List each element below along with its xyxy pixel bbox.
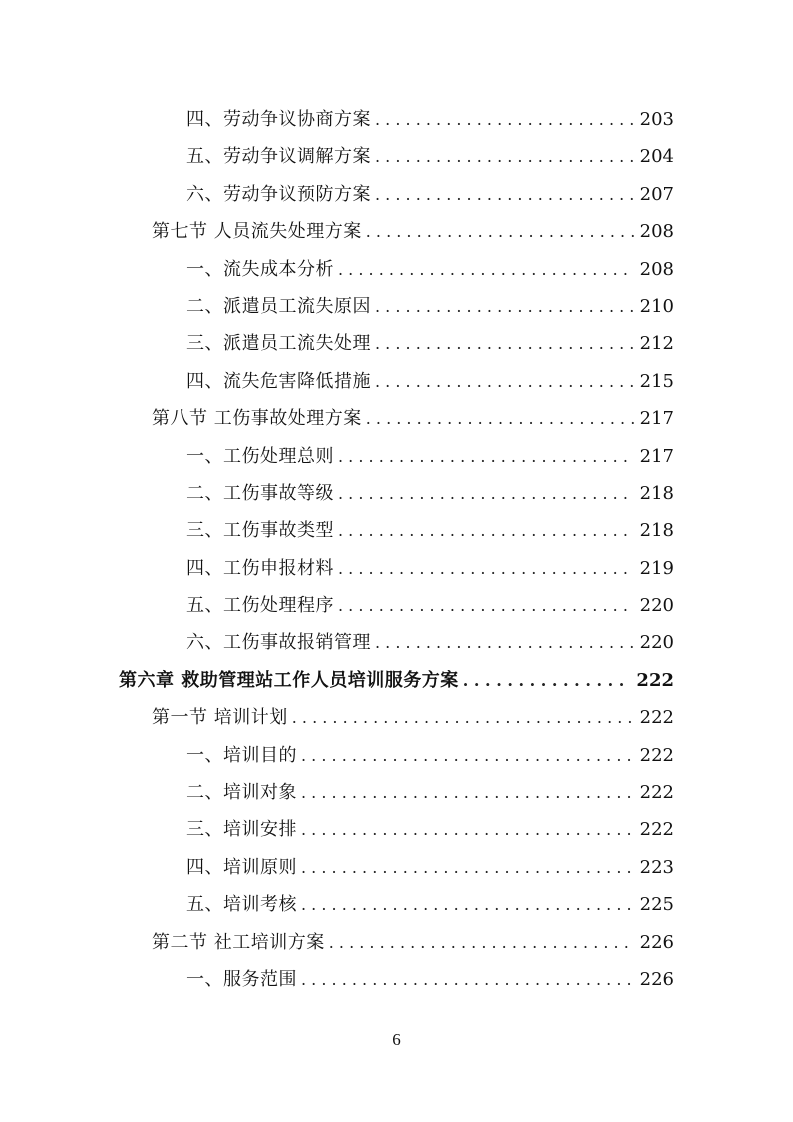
toc-entry-page: 217 <box>639 408 674 430</box>
toc-entry[interactable] <box>0 774 793 811</box>
toc-entry-page: 222 <box>639 819 674 841</box>
toc-entry-label: 一、工伤处理总则 <box>186 445 334 467</box>
toc-entry[interactable] <box>0 288 793 325</box>
toc-entry[interactable] <box>0 886 793 923</box>
toc-entry-label: 一、流失成本分析 <box>186 258 334 280</box>
toc-entry-page: 220 <box>639 595 674 617</box>
toc-leader-dots <box>301 811 634 848</box>
toc-leader-dots <box>338 438 634 475</box>
toc-entry[interactable] <box>0 550 793 587</box>
toc-entry[interactable] <box>0 363 793 400</box>
toc-leader-dots <box>375 138 634 175</box>
toc-entry-page: 222 <box>636 669 674 691</box>
toc-entry-page: 226 <box>639 968 674 990</box>
toc-leader-dots <box>375 363 634 400</box>
toc-entry-label: 一、培训目的 <box>186 744 297 766</box>
toc-entry-page: 222 <box>639 707 674 729</box>
toc-entry-page: 215 <box>639 370 674 392</box>
toc-entry-page: 225 <box>639 894 674 916</box>
toc-entry-label: 六、劳动争议预防方案 <box>186 183 371 205</box>
toc-leader-dots <box>329 924 634 961</box>
toc-entry[interactable] <box>0 438 793 475</box>
toc-entry-page: 226 <box>639 931 674 953</box>
toc-leader-dots <box>366 213 634 250</box>
toc-entry-page: 207 <box>639 183 674 205</box>
toc-leader-dots <box>292 699 634 736</box>
toc-entry-label: 二、派遣员工流失原因 <box>186 295 371 317</box>
toc-leader-dots <box>338 512 634 549</box>
toc-chapter-entry[interactable] <box>0 662 793 699</box>
toc-entry-label: 四、流失危害降低措施 <box>186 370 371 392</box>
toc-entry[interactable] <box>0 624 793 661</box>
toc-entry-label: 五、劳动争议调解方案 <box>186 146 371 168</box>
toc-entry-label: 三、培训安排 <box>186 819 297 841</box>
toc-leader-dots <box>338 475 634 512</box>
toc-entry[interactable] <box>0 512 793 549</box>
toc-entry-page: 222 <box>639 744 674 766</box>
toc-entry-page: 208 <box>639 258 674 280</box>
toc-entry[interactable] <box>0 176 793 213</box>
toc-leader-dots <box>338 587 634 624</box>
toc-entry[interactable] <box>0 325 793 362</box>
toc-entry-label: 三、派遣员工流失处理 <box>186 333 371 355</box>
toc-entry-label: 三、工伤事故类型 <box>186 520 334 542</box>
toc-entry-label: 二、工伤事故等级 <box>186 482 334 504</box>
toc-entry[interactable] <box>0 587 793 624</box>
toc-entry-label: 第二节 社工培训方案 <box>152 931 325 953</box>
toc-entry-page: 210 <box>639 295 674 317</box>
toc-section-entry[interactable] <box>0 699 793 736</box>
toc-entry-label: 四、劳动争议协商方案 <box>186 109 371 130</box>
toc-entry-label: 第八节 工伤事故处理方案 <box>152 408 362 430</box>
toc-section-entry[interactable] <box>0 400 793 437</box>
toc-leader-dots <box>366 400 634 437</box>
toc-entry-page: 208 <box>639 221 674 243</box>
toc-entry-page: 220 <box>639 632 674 654</box>
toc-entry-label: 五、培训考核 <box>186 894 297 916</box>
toc-entry[interactable] <box>0 101 793 138</box>
toc-entry-page: 203 <box>639 109 674 130</box>
toc-entry-page: 222 <box>639 782 674 804</box>
toc-entry-label: 二、培训对象 <box>186 782 297 804</box>
toc-entry-label: 六、工伤事故报销管理 <box>186 632 371 654</box>
toc-entry-page: 223 <box>639 856 674 878</box>
toc-leader-dots <box>375 288 634 325</box>
toc-entry[interactable] <box>0 811 793 848</box>
toc-entry-label: 一、服务范围 <box>186 968 297 990</box>
toc-entry[interactable] <box>0 961 793 998</box>
toc-entry-label: 四、培训原则 <box>186 856 297 878</box>
toc-leader-dots <box>375 101 634 138</box>
toc-section-entry[interactable] <box>0 213 793 250</box>
toc-entry-page: 217 <box>639 445 674 467</box>
toc-entry-page: 204 <box>639 146 674 168</box>
toc-leader-dots <box>375 325 634 362</box>
toc-leader-dots <box>338 550 634 587</box>
toc-leader-dots <box>301 886 634 923</box>
toc-entry-label: 五、工伤处理程序 <box>186 595 334 617</box>
toc-entry-label: 四、工伤申报材料 <box>186 557 334 579</box>
toc-entry[interactable] <box>0 251 793 288</box>
toc-entry-label: 第七节 人员流失处理方案 <box>152 221 362 243</box>
toc-leader-dots <box>375 624 634 661</box>
toc-entry[interactable] <box>0 737 793 774</box>
toc-leader-dots <box>338 251 634 288</box>
toc-leader-dots <box>375 176 634 213</box>
toc-entry-label: 第一节 培训计划 <box>152 707 288 729</box>
toc-entry-page: 218 <box>639 482 674 504</box>
toc-entry[interactable] <box>0 138 793 175</box>
toc-leader-dots <box>463 662 631 699</box>
toc-entry-page: 218 <box>639 520 674 542</box>
toc-leader-dots <box>301 774 634 811</box>
toc-leader-dots <box>301 961 634 998</box>
toc-leader-dots <box>301 849 634 886</box>
toc-entry[interactable] <box>0 475 793 512</box>
toc-section-entry[interactable] <box>0 924 793 961</box>
toc-leader-dots <box>301 737 634 774</box>
toc-entry-page: 212 <box>639 333 674 355</box>
toc-entry-page: 219 <box>639 557 674 579</box>
toc-entry-label: 第六章 救助管理站工作人员培训服务方案 <box>119 669 459 691</box>
toc-entry[interactable] <box>0 849 793 886</box>
page-number: 6 <box>392 1030 401 1049</box>
table-of-contents <box>0 101 793 998</box>
